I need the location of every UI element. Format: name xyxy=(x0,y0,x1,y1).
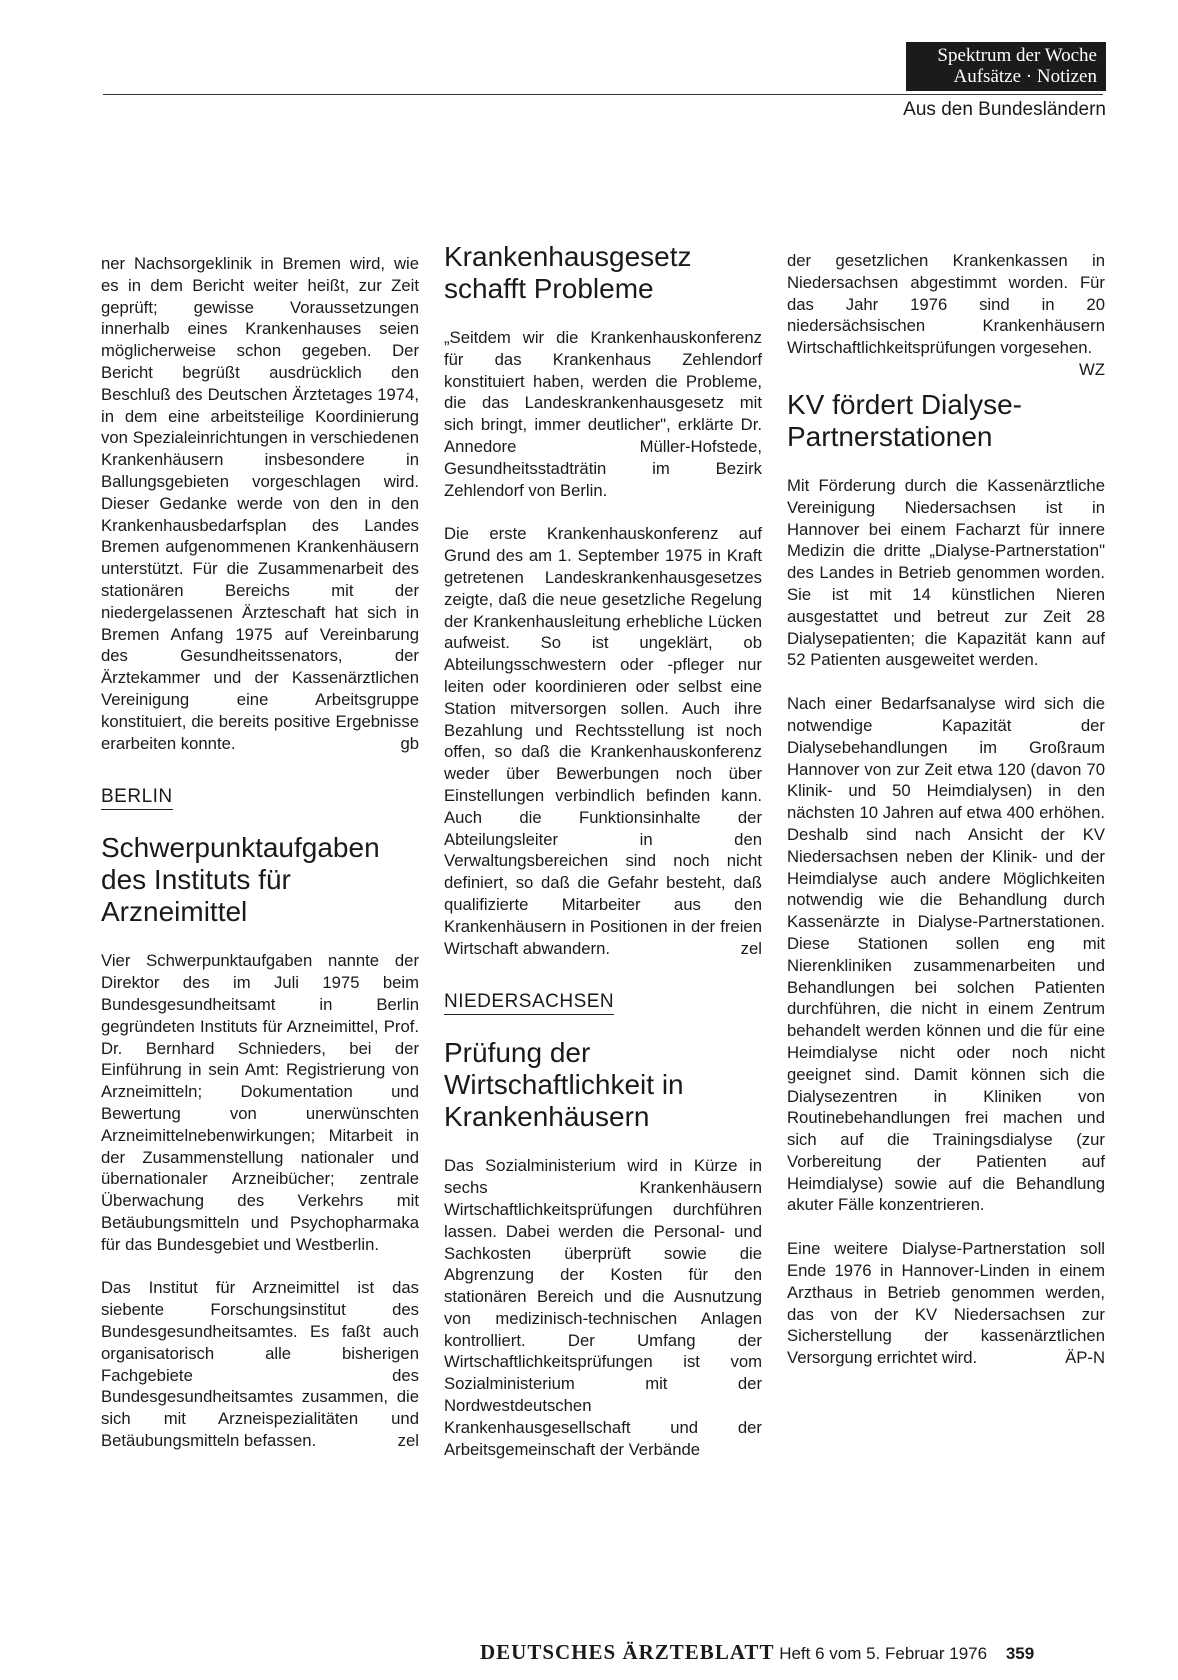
article-paragraph xyxy=(787,250,1105,379)
article-paragraph xyxy=(101,1277,419,1451)
column-3 xyxy=(787,250,1105,1369)
author-signature: zel xyxy=(397,1431,419,1451)
page-footer xyxy=(480,1640,1034,1665)
article-paragraph: Vier Schwerpunktaufgaben nannte der Direktor des im Juli 1975 beim Bundesgesundheitsamt in Berlin gegründeten Instituts für Arzneimittel, Prof. Dr. Bernhard Schnieders, bei der Einführung in sein Amt: Registrierung von Arzneimitteln; Dokumentation und Bewertung von unerwünschten Arzneimittelnebenwirkungen; Mitarbeit in der Zusammenstellung nationaler und übernationaler Arzneibücher; zentrale Überwachung des Verkehrs mit Betäubungsmitteln und Psychopharmaka für das Bundesgebiet und Westberlin. xyxy=(101,951,419,1254)
issue-info: Heft 6 vom 5. Februar 1976 xyxy=(779,1644,988,1663)
article-paragraph: Mit Förderung durch die Kassenärztliche Vereinigung Niedersachsen ist in Hannover bei einem Facharzt für innere Medizin die dritte „Dialyse-Partnerstation" des Landes in Betrieb genommen worden. Sie ist mit 14 künstlichen Nieren ausgestattet und betreut zur Zeit 28 Dialysepatienten; die Kapazität kann auf 52 Patienten ausgeweitet werden. xyxy=(787,475,1105,670)
column-2 xyxy=(444,241,762,1460)
section-badge xyxy=(906,42,1106,91)
badge-line-1: Spektrum der Woche xyxy=(937,45,1097,66)
article-paragraph xyxy=(101,253,419,754)
article-paragraph: Nach einer Bedarfsanalyse wird sich die notwendige Kapazität der Dialysebehandlungen im Großraum Hannover von zur Zeit etwa 120 (davon 70 Klinik- und 50 Heimdialysen) in den nächsten 10 Jahren auf etwa 400 erhöhen. Deshalb sind nach Ansicht der KV Niedersachsen neben der Klinik- und der Heimdialyse auch andere Möglichkeiten notwendig wie die Behandlung durch Kassenärzte in Dialyse-Partnerstationen. Diese Stationen sollen eng mit Nierenkliniken zusammenarbeiten und Behandlungen bei solchen Patienten durchführen, die nicht in einem Zentrum behandelt werden können und die für eine Heimdialyse nicht oder noch nicht geeignet sind. Damit können sich die Dialysezentren in Kliniken von Routinebehandlungen frei machen und sich auf die Trainingsdialyse (zur Vorbereitung der Patienten auf Heimdialyse) sowie auf die Behandlung akuter Fälle konzentrieren. xyxy=(787,694,1105,1215)
region-label-niedersachsen: NIEDERSACHSEN xyxy=(444,991,614,1015)
region-label-berlin: BERLIN xyxy=(101,786,173,810)
column-1 xyxy=(101,253,419,1452)
article-paragraph xyxy=(444,523,762,959)
section-header: Aus den Bundesländern xyxy=(903,99,1106,120)
page-number: 359 xyxy=(1005,1644,1035,1663)
article-heading: Prüfung der Wirtschaftlichkeit in Krankenhäusern xyxy=(444,1037,684,1133)
paragraph-text: Die erste Krankenhauskonferenz auf Grund des am 1. September 1975 in Kraft getretenen Landeskrankenhausgesetzes zeigte, daß die neue gesetzliche Regelung der Krankenhausleitung erhebliche Lücken aufweist. So ist ungeklärt, ob Abteilungsschwestern oder -pfleger nur leiten oder koordinieren oder selbst eine Station mitversorgen sollen. Auch ihre Bezahlung und Rechtsstellung ist noch offen, so daß die Krankenhauskonferenz weder über Bewerbungen noch über Einstellungen verbindlich befinden kann. Auch die Funktionsinhalte der Abteilungsleiter in den Verwaltungsbereichen sind noch nicht definiert, so daß die Gefahr besteht, daß qualifizierte Mitarbeiter aus den Krankenhäusern in Positionen in der freien Wirtschaft abwandern. xyxy=(444,524,762,958)
journal-title: DEUTSCHES ÄRZTEBLATT xyxy=(480,1640,775,1664)
badge-line-2: Aufsätze · Notizen xyxy=(953,66,1097,87)
article-paragraph: „Seitdem wir die Krankenhauskonferenz für das Krankenhaus Zehlendorf konstituiert haben, werden die Probleme, die das Landeskrankenhausgesetz mit sich bringt, immer deutlicher", erklärte Dr. Annedore Müller-Hofstede, Gesundheitsstadträtin im Bezirk Zehlendorf von Berlin. xyxy=(444,328,762,500)
paragraph-text: Das Institut für Arzneimittel ist das siebente Forschungsinstitut des Bundesgesundheitsamtes. Es faßt auch organisatorisch alle bisherigen Fachgebiete des Bundesgesundheitsamtes zusammen, die sich mit Arzneispezialitäten und Betäubungsmitteln befassen. xyxy=(101,1278,419,1451)
author-signature: ÄP-N xyxy=(1065,1348,1105,1368)
article-paragraph xyxy=(787,1238,1105,1369)
paragraph-text: Eine weitere Dialyse-Partnerstation soll Ende 1976 in Hannover-Linden in einem Arzthaus in Betrieb genommen werden, das von der KV Niedersachsen zur Sicherstellung der kassenärztlichen Versorgung errichtet wird. xyxy=(787,1239,1105,1368)
author-signature: gb xyxy=(400,733,419,753)
author-signature: WZ xyxy=(1079,359,1105,379)
author-signature: zel xyxy=(740,938,762,958)
article-paragraph: Das Sozialministerium wird in Kürze in sechs Krankenhäusern Wirtschaftlichkeitsprüfungen durchführen lassen. Dabei werden die Personal- und Sachkosten überprüft sowie die Abgrenzung der Kosten für den stationären Bereich und die Ausnutzung von medizinisch-technischen Anlagen kontrolliert. Der Umfang der Wirtschaftlichkeitsprüfungen ist vom Sozialministerium mit der Nordwestdeutschen Krankenhausgesellschaft und der Arbeitsgemeinschaft der Verbände xyxy=(444,1156,762,1459)
article-heading: KV fördert Dialyse-Partnerstationen xyxy=(787,388,1022,452)
header-rule xyxy=(103,94,1103,95)
paragraph-text: der gesetzlichen Krankenkassen in Niedersachsen abgestimmt worden. Für das Jahr 1976 sind in 20 niedersächsischen Krankenhäusern Wirtschaftlichkeitsprüfungen vorgesehen. xyxy=(787,251,1105,358)
article-heading: Schwerpunktaufgaben des Instituts für Arzneimittel xyxy=(101,832,380,928)
article-heading: Krankenhausgesetz schafft Probleme xyxy=(444,241,692,304)
paragraph-text: ner Nachsorgeklinik in Bremen wird, wie es in dem Bericht weiter heißt, zur Zeit geprüft; gewisse Voraussetzungen innerhalb eines Krankenhauses seien möglicherweise schon gegeben. Der Bericht begrüßt ausdrücklich den Beschluß des Deutschen Ärztetages 1974, in dem eine arbeitsteilige Koordinierung von Spezialeinrichtungen in verschiedenen Krankenhäusern insbesondere in Ballungsgebieten vorgeschlagen wird. Dieser Gedanke werde von den in den Krankenhausbedarfsplan des Landes Bremen aufgenommenen Krankenhäusern unterstützt. Für die Zusammenarbeit des stationären Bereichs mit der niedergelassenen Ärzteschaft hat sich in Bremen Anfang 1975 auf Vereinbarung des Gesundheitssenators, der Ärztekammer und der Kassenärztlichen Vereinigung eine Arbeitsgruppe konstituiert, die bereits positive Ergebnisse erarbeiten konnte. xyxy=(101,254,419,753)
